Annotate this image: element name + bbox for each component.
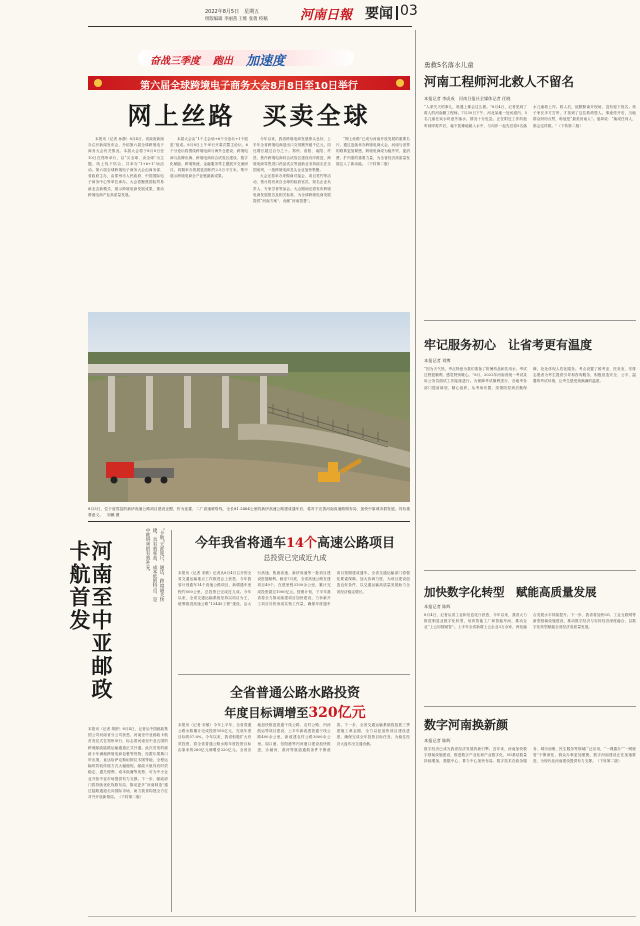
highway-story-body: 本报讯（记者 宋敏）记者从8月4日召开的全省交通运输重点工作推进会上获悉，今年我省计划通车14个高速公路项目，新增通车里程约500公里，总投资已完成近九成。今年以来，全省交通运输系统坚持以项目为王，统筹推进高速公路“13445工程”建设，沿太行高速、焦唐高速、新伊高速等一批项目建设进展顺利。截至7月底，全省高速公路在建项目49个，在建里程3100余公里，累计完成投资超过1000亿元。按照计划，下半年我省将全力推动续建项目加快建设，力争新开工项目尽快形成实物工作量，确保年度通车项目按期建成通车。全省交通运输部门将强化要素保障，加大协调力度，为项目建设创造良好条件，以交通运输高质量发展助力全省经济稳定增长。 — [178, 571, 410, 607]
waterway-headline-line2 — [180, 702, 410, 722]
digital-story-body: 8月4日，记者从省工业和信息化厅获悉，今年以来，我省大力推进制造业数字化转型，培育智能工厂和智能车间，推动企业“上云用数赋智”。上半年全省新增上云企业3万余家，两化融合发展水平持续提升。下一步，我省将加快5G、工业互联网等新型基础设施建设，推动数字经济与实体经济深度融合，以数字化转型赋能全省经济高质量发展。 — [424, 613, 636, 630]
lead-paragraph: 大会还将举办采购商对接会、项目签约等活动，预计将有来自全球的政府官员、知名企业负责人、专家学者等参会。大会期间还将发布跨境电商发展报告及相关标准，为全球跨境电商发展提供“河南方案”、贡献“河南智慧”。 — [253, 174, 331, 204]
lead-paragraph: 本届大会由“1个主会场+6个分论坛+1个展览”组成。8月8日上午举行开幕式暨主论坛，6个分论坛将围绕跨境电商与海外仓建设、跨境电商与品牌出海、跨境电商综合试验区建设、数字化赋能、跨境物流、金融服务等主题展开交流研讨。同期举办的展览面积约2.5万平方米，集中展示跨境电商全产业链最新成果。 — [170, 137, 248, 179]
highway-headline-red: 14个 — [285, 536, 318, 551]
section-title: 要闻 — [365, 6, 393, 22]
construction-photo — [88, 312, 410, 502]
slogan-mid: 跑出 — [213, 56, 233, 67]
highway-bottom-rule — [178, 674, 410, 675]
highway-subhead: 总投资已完成近九成 — [263, 554, 327, 562]
header-rule — [88, 26, 412, 27]
highway-headline — [180, 532, 410, 551]
campaign-banner — [88, 50, 410, 92]
exam-story-body: “因为天气热，考点特意为我们准备了防暑药品和饮用水，考试过程很顺利，感觉特别暖心。”8月，2022年河南省统一考试录用公务员面试工作陆续进行。为保障考试顺利进行，各地考务部门提前谋划、精心组织，从考场布置、疫情防控到后勤保障，处处体现人性化服务。考点设置了候考室、医务室，安排志愿者为考生提供引导和咨询服务，积极营造安全、公平、温馨的考试环境，让考生感受到满满的温度。 — [424, 367, 636, 390]
highway-headline-post: 高速公路项目 — [317, 536, 396, 551]
digital-henan-headline: 数字河南换新颜 — [424, 718, 509, 732]
event-line: 第六届全球跨境电子商务大会8月8日至10日举行 — [140, 81, 358, 92]
ribbon-left-ornament — [94, 79, 102, 87]
right-rule-2 — [424, 570, 636, 571]
digital-byline: 本报记者 陈辉 — [424, 604, 451, 609]
right-col-divider — [415, 30, 416, 912]
photo-bottom-rule — [88, 521, 410, 522]
vertical-story-body: 本报讯（记者 胡舒）8月4日，记者从中国邮政集团公司河南省分公司获悉，河南至中亚邮政卡航首发仪式在郑州举行，标志着河南至中亚五国的跨境邮政陆路运输通道正式开通。此次首发的邮政卡车满载跨境电商包裹等货物，经霍尔果斯口岸出境，直达哈萨克斯坦阿拉木图等地，全程运输时效较传统方式大幅缩短。邮政卡航具有时效稳定、通关便利、成本低廉等优势，可为中小企业开拓中亚市场提供有力支撑。下一步，邮政部门将持续优化线路布局，推动更多“河南制造”通过陆路通道走向国际市场，助力我省构建全方位对外开放新格局。（下转第二版） — [88, 727, 168, 800]
ribbon-right-ornament — [396, 79, 404, 87]
right-rule-3 — [424, 706, 636, 707]
waterway-story-body: 本报讯（记者 宋敏）今年上半年，全省普通公路水路累计完成投资185亿元，完成年度目标的57.8%。今年以来，我省积极扩大有效投资，将全省普通公路水路年度投资目标由原来的280亿元调增至320亿元。全省各地加快推进普通干线公路、农村公路、内河航运等项目建设，上半年新改建普通干线公路400余公里，新改建农村公路3000余公里。周口港、信阳港等内河港口建设加快推进，沙颍河、淮河等航道通航条件不断改善。下一步，全省交通运输系统将抢抓三季度施工黄金期，全力以赴加快项目建设进度，确保完成全年投资目标任务，为稳住经济大盘作出交通贡献。 — [178, 723, 410, 752]
date-line: 2022年8月5日 星期五 — [205, 9, 260, 15]
lead-paragraph: “网上丝路”已成为河南开放发展的重要名片。通过连续举办跨境电商大会，河南与世界的联系更加紧密，跨境电商成为稳外贸、促消费、扩内需的重要力量，为全省经济高质量发展注入了新动能。（下转第二版） — [336, 137, 410, 166]
series-tag: 勇救5名落水儿童 — [424, 61, 474, 69]
waterway-headline-line1: 全省普通公路水路投资 — [229, 686, 360, 701]
lead-headline: 网上丝路 买卖全球 — [127, 101, 371, 130]
slogan-left: 奋战三季度 — [150, 56, 200, 67]
highway-headline-pre: 今年我省将通车 — [194, 536, 286, 551]
exam-headline: 牢记服务初心 让省考更有温度 — [424, 338, 593, 352]
right-rule-1 — [424, 320, 636, 321]
header — [0, 0, 640, 46]
brand-logo: 河南日報 — [300, 8, 353, 23]
digital-headline: 加快数字化转型 赋能高质量发展 — [424, 585, 597, 599]
vertical-quote: “卡航”天涯咫尺、通达、跨境通关快捷，具有效率高、成本低的特点，是中欧班列的有效补充。 — [145, 528, 164, 602]
lead-paragraph: 今年以来，我省跨境电商发展势头良好，上半年全省跨境电商进出口交易额突破千亿元，同比增长超过百分之十。郑州、洛阳、南阳、许昌、焦作跨境电商综合试验区建设有序推进，跨境电商零售进口药品试点等创新业务持续走在全国前列，一批跨境电商龙头企业加快集聚。 — [253, 137, 331, 173]
waterway-headline-pre: 年度目标调增至 — [224, 706, 309, 720]
rescue-story-body: “人命关天的事儿，谁遇上都会这么做。”8月4日，记者见到了救人的河南籍工程师。7月30日下午，河北某地一处河道内，5名儿童在戏水时意外落水，情况十分危急。正在附近工作的他听到呼救声后，毫不犹豫地跳入水中，与同伴一起先后将5名落水儿童救上岸。救人后，他默默离开现场，没有留下姓名。孩子家长多方打听，才找到了这位救命恩人。事迹传开后，当地群众纷纷点赞，称他是“最美河南人”。他却说：“换成任何人，都会这样做。”（下转第二版） — [424, 105, 636, 128]
section-divider — [396, 6, 398, 20]
lead-story-col-3 — [253, 136, 331, 308]
waterway-headline-red: 320亿元 — [308, 705, 366, 721]
editors-line: 组版编辑 李丽茜 王维 张倩 校稿 — [205, 17, 268, 22]
rescue-headline: 河南工程师河北救人不留名 — [424, 74, 575, 89]
photo-illustration — [88, 312, 410, 502]
page-number: 03 — [400, 3, 418, 19]
lead-story-col-2 — [170, 136, 248, 308]
rescue-byline: 本报记者 李虎成 河南日报社全媒体记者 任晓 — [424, 96, 511, 101]
lead-paragraph: 本报讯（记者 孙静）8月4日，省政府新闻办召开新闻发布会，介绍第六届全球跨境电子商务大会有关情况。本届大会将于8月8日至10日在郑州举行，以“买全球、卖全球”为主题，线上线下结合，共举办“1+6+1”场活动。第六届全球跨境电子商务大会由商务部、省政府主办，由郑州市人民政府、中国国际电子商务中心等单位承办。大会将聚焦国际贸易新业态新模式，展示跨境电商发展成果，推动跨境电商产业高质量发展。 — [88, 137, 164, 197]
digital-henan-body: 数字经济已成为我省经济发展的新引擎。近年来，河南加快数字基础设施建设，推进数字产业化和产业数字化，5G基站数量持续增加，数据中心、算力中心加快布局。数字技术在政务服务、城市治理、民生服务等领域广泛应用，“一网通办”“一网统管”不断深化，群众办事更加便捷。数字河南建设正在加速推进，为现代化河南建设提供有力支撑。（下转第二版） — [424, 747, 636, 764]
digital-henan-byline: 本报记者 陈辉 — [424, 738, 451, 743]
slogan-right: 加速度 — [246, 54, 286, 69]
left-col-divider — [171, 530, 172, 912]
lead-story-col-1 — [88, 136, 164, 308]
vertical-title: 河南至中亚邮政卡航首发 — [67, 540, 114, 701]
photo-caption: 8月3日，位于宽郑县的新伊高速公路项目建设正酣，作为连霍、二广高速联络线，全长81.2464公里的新伊高速公路建成通车后，将对于完善河南高速路网布局、加快中原城市群发展，具有重要意义。 刘鹏 摄 — [88, 507, 410, 517]
exam-byline: 本报记者 刘博 — [424, 358, 451, 363]
lead-story-col-4 — [336, 136, 410, 308]
footer-rule — [88, 916, 636, 917]
